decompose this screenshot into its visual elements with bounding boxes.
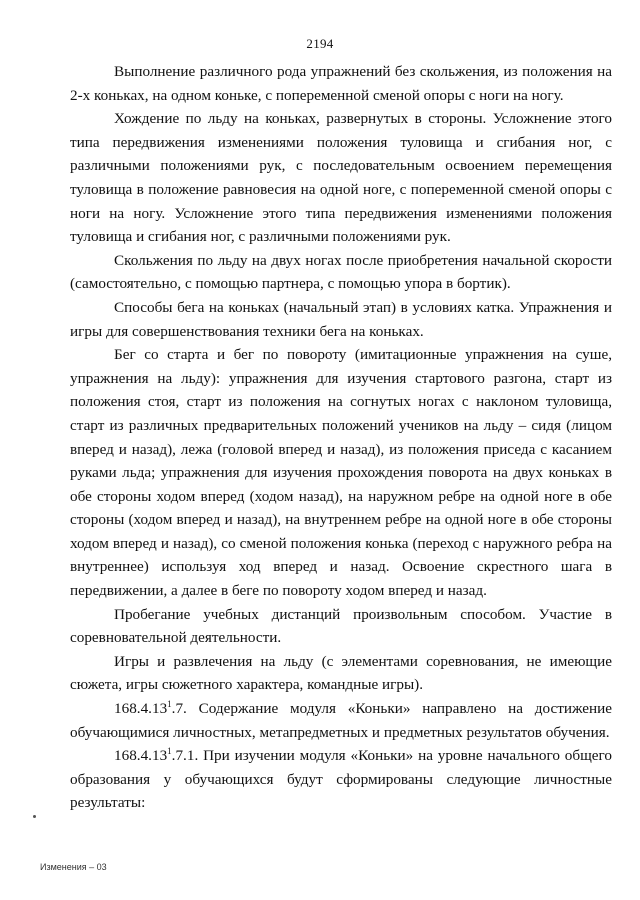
page-number: 2194 <box>306 36 334 51</box>
section-number: 168.4.13 <box>114 747 168 765</box>
section-text: .7. Содержание модуля «Коньки» направлено на достижение обучающимися личностных, метапредметных и предметных результатов обучения. <box>70 700 612 741</box>
section-superscript: 1 <box>167 746 172 757</box>
paragraph-exercises-without-glide: Выполнение различного рода упражнений без скольжения, из положения на 2-х коньках, на одном коньке, с попеременной сменой опоры с ноги на ногу. <box>70 63 612 104</box>
paragraph-walking-on-ice: Хождение по льду на коньках, развернутых в стороны. Усложнение этого типа передвижения изменениями положения туловища и сгибания ног, с различными положениями рук, с последовательным освоением перемещения туловища в положение равновесия на одной ноге, с попеременной сменой опоры с ноги на ногу. Усложнение этого типа передвижения изменениями положения туловища и сгибания ног, с различными положениями рук. <box>70 110 612 246</box>
section-superscript: 1 <box>167 698 172 709</box>
paragraph-section-168-4-13-1-7 <box>70 697 612 744</box>
margin-dot <box>33 815 36 818</box>
paragraph-gliding-two-feet: Скольжения по льду на двух ногах после приобретения начальной скорости (самостоятельно, с помощью партнера, с помощью упора в бортик). <box>70 251 612 293</box>
paragraph-section-168-4-13-1-7-1 <box>70 744 612 815</box>
document-body <box>70 60 612 815</box>
paragraph-skating-methods: Способы бега на коньках (начальный этап) в условиях катка. Упражнения и игры для совершенствования техники бега на коньках. <box>70 298 612 340</box>
paragraph-start-and-turn: Бег со старта и бег по повороту (имитационные упражнения на суше, упражнения на льду): упражнения для изучения стартового разгона, старт из положения стоя, старт из положения на согнутых ногах с наклоном туловища, старт из различных предварительных положений учеников на льду – сидя (лицом вперед и назад), лежа (головой вперед и назад), из положения приседа с касанием руками льда; упражнения для изучения прохождения поворота на двух коньках в обе стороны ходом вперед (ходом назад), на наружном ребре на одной ноге в обе стороны (ходом вперед и назад), на внутреннем ребре на одной ноге в обе стороны ходом вперед и назад), со сменой положения конька (переход с наружного ребра на внутреннее) используя ход вперед и назад. Освоение скрестного шага в передвижении, а далее в беге по повороту ходом вперед и назад. <box>70 346 612 600</box>
section-number: 168.4.13 <box>114 700 168 718</box>
footer-revision-note: Изменения – 03 <box>40 862 107 872</box>
paragraph-ice-games: Игры и развлечения на льду (с элементами соревнования, не имеющие сюжета, игры сюжетного характера, командные игры). <box>70 652 612 694</box>
section-text: .7.1. При изучении модуля «Коньки» на уровне начального общего образования у обучающихся будут сформированы следующие личностные результаты: <box>70 747 612 812</box>
paragraph-training-distances: Пробегание учебных дистанций произвольным способом. Участие в соревновательной деятельности. <box>70 605 612 647</box>
